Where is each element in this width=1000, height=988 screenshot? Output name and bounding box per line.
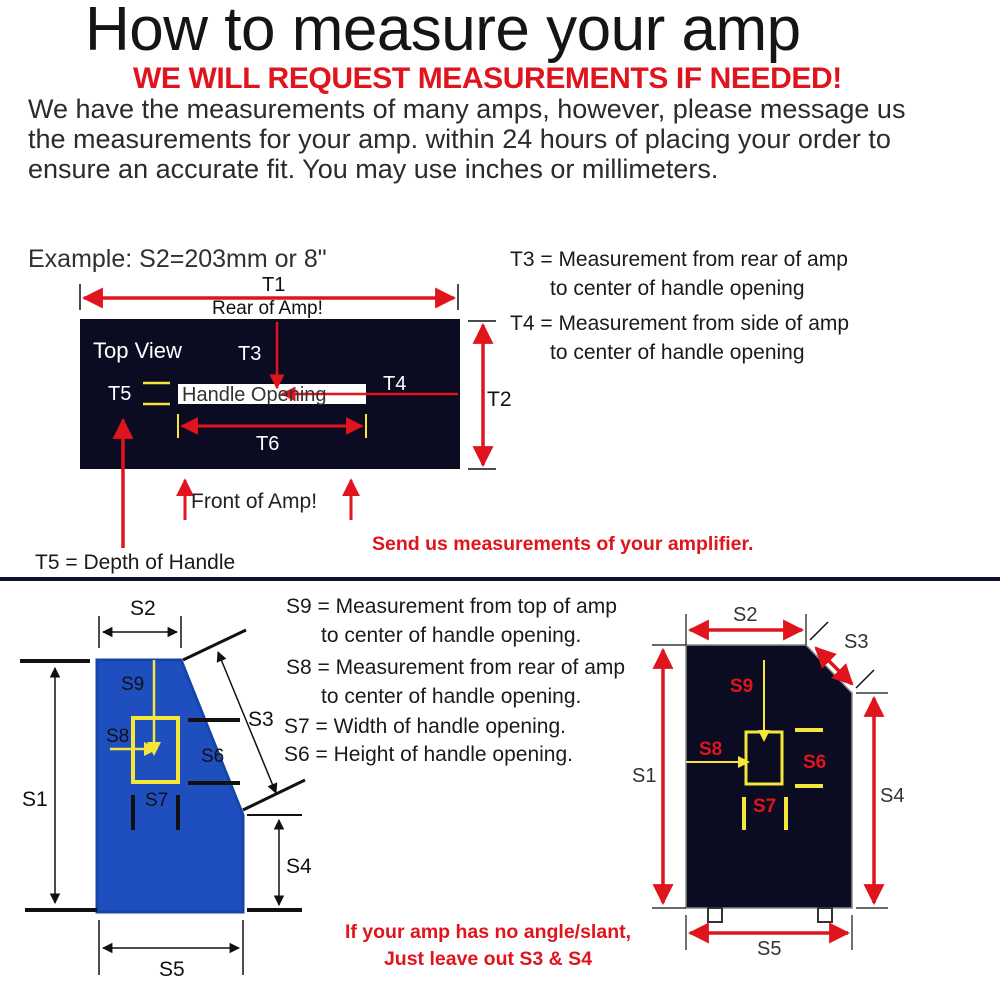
label-s4-left: S4 (286, 855, 312, 878)
label-s7-right: S7 (753, 796, 777, 817)
label-t5: T5 (108, 383, 132, 405)
note-t3-line2: to center of handle opening (550, 277, 805, 300)
note-s9-line2: to center of handle opening. (321, 624, 582, 647)
label-s9-left: S9 (121, 674, 145, 695)
label-handle-opening: Handle Opening (182, 384, 327, 406)
label-t6: T6 (256, 433, 280, 455)
note-s7: S7 = Width of handle opening. (284, 715, 566, 738)
note-s8-line2: to center of handle opening. (321, 685, 582, 708)
note-s8-line1: S8 = Measurement from rear of amp (286, 656, 626, 679)
side-view-dark-panel (686, 645, 852, 908)
section-divider (0, 577, 1000, 581)
warning-banner: WE WILL REQUEST MEASUREMENTS IF NEEDED! (133, 62, 842, 95)
intro-paragraph: We have the measurements of many amps, however, please message us the measurements for your amp. within 24 hours of placing your order to ensure an accurate fit. You may use inches or millimeters. (28, 94, 906, 184)
label-t1: T1 (262, 274, 286, 296)
label-s6-left: S6 (201, 746, 225, 767)
label-s2-left: S2 (130, 597, 156, 620)
side-view-blue-panel (97, 660, 243, 912)
label-s3-left: S3 (248, 708, 274, 731)
label-t2: T2 (487, 388, 512, 411)
label-s1-left: S1 (22, 788, 48, 811)
label-front: Front of Amp! (191, 490, 318, 513)
no-angle-line1: If your amp has no angle/slant, (344, 921, 632, 943)
label-s4-right: S4 (880, 785, 905, 807)
label-s6-right: S6 (803, 752, 827, 773)
label-top-view: Top View (93, 338, 182, 363)
label-s5-left: S5 (159, 958, 185, 981)
label-s8-right: S8 (699, 739, 723, 760)
note-t3-line1: T3 = Measurement from rear of amp (510, 248, 848, 271)
send-measurements-note: Send us measurements of your amplifier. (372, 533, 754, 555)
page-title: How to measure your amp (85, 0, 801, 64)
label-s1-right: S1 (632, 765, 657, 787)
note-t4-line1: T4 = Measurement from side of amp (510, 312, 850, 335)
label-s3-right: S3 (844, 631, 869, 653)
label-s7-left: S7 (145, 790, 169, 811)
note-t4-line2: to center of handle opening (550, 341, 805, 364)
label-s9-right: S9 (730, 676, 754, 697)
label-rear: Rear of Amp! (212, 298, 323, 319)
label-s5-right: S5 (757, 938, 782, 960)
label-t3: T3 (238, 343, 262, 365)
note-s9-line1: S9 = Measurement from top of amp (286, 595, 617, 618)
note-s6: S6 = Height of handle opening. (284, 743, 573, 766)
note-t5: T5 = Depth of Handle (35, 551, 236, 574)
example-text: Example: S2=203mm or 8" (28, 245, 327, 273)
label-t4: T4 (383, 373, 407, 395)
no-angle-note (318, 919, 658, 973)
label-s2-right: S2 (733, 604, 758, 626)
label-s8-left: S8 (106, 726, 130, 747)
no-angle-line2: Just leave out S3 & S4 (383, 948, 593, 970)
